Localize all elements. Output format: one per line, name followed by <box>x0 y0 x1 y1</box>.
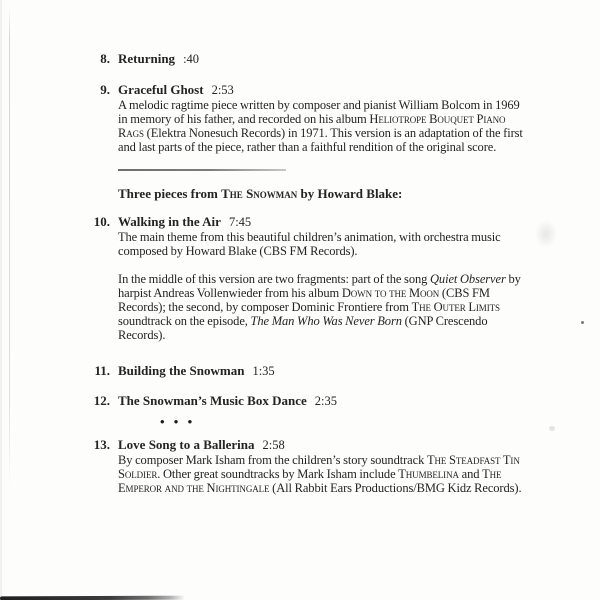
track-title-line <box>118 438 528 452</box>
track-title: The Snowman’s Music Box Dance <box>118 392 307 408</box>
track-title-line <box>118 394 528 408</box>
track-title-line <box>118 52 528 66</box>
track-description: The main theme from this beautiful children’s animation, with orchestra music composed by Howard Blake (CBS FM Records). <box>118 229 501 258</box>
track-title: Walking in the Air <box>118 213 221 229</box>
scan-bottom-artifact <box>0 595 185 599</box>
track-duration: 7:45 <box>228 214 252 229</box>
track-description: A melodic ragtime piece written by composer and pianist William Bolcom in 1969 in memory of his father, and recorded on his album Heliotrope Bouquet Piano Rags (Elektra Nonesuch Records) in 1971. This version is an adaptation of the first and last parts of the piece, rather than a faithful rendition of the original score. <box>118 98 523 154</box>
track-body <box>118 364 528 378</box>
track-title-line <box>118 215 528 229</box>
track-title: Returning <box>118 51 176 66</box>
track-list <box>88 52 528 495</box>
track-body <box>118 215 528 342</box>
track-title-line <box>118 364 528 378</box>
track-duration: :40 <box>183 52 200 66</box>
track-number: 11. <box>94 362 110 378</box>
track-row-12 <box>88 394 528 408</box>
track-description-2: In the middle of this version are two fragments: part of the song Quiet Observer by harpist Andreas Vollenwieder from his album Down to the Moon (CBS FM Records); the second, by composer Dominic Frontiere from The Outer Limits soundtrack on the episode, The Man Who Was Never Born (GNP Crescendo Records). <box>118 271 521 342</box>
track-number: 9. <box>100 82 110 97</box>
track-number: 8. <box>100 51 110 66</box>
scan-smudge <box>535 220 557 248</box>
track-description: By composer Mark Isham from the children’s story soundtrack The Steadfast Tin Soldier. Other great soundtracks by Mark Isham include Thumbelina and The Emperor and the Nightingale (All Rabbit Ears Productions/BMG Kidz Records). <box>118 452 522 495</box>
track-title: Love Song to a Ballerina <box>118 436 255 452</box>
track-row-9 <box>88 83 528 154</box>
track-duration: 1:35 <box>252 363 275 378</box>
section-divider-line <box>118 169 286 171</box>
track-title-line <box>118 83 528 97</box>
track-body <box>118 394 528 408</box>
scan-left-edge-strip <box>0 0 2 600</box>
track-title: Graceful Ghost <box>118 82 204 97</box>
track-duration: 2:35 <box>314 393 337 408</box>
scan-speck-1 <box>581 321 584 324</box>
scan-left-edge-line <box>9 8 10 490</box>
track-body <box>118 438 528 495</box>
track-number: 12. <box>93 392 110 408</box>
track-title: Building the Snowman <box>118 362 245 378</box>
track-row-11 <box>88 364 528 378</box>
track-body <box>118 83 528 154</box>
separator-dots: • • • <box>160 413 193 429</box>
track-number: 13. <box>93 436 110 452</box>
track-row-13 <box>88 438 528 495</box>
track-body <box>118 52 528 66</box>
section-heading: Three pieces from The Snowman by Howard Blake: <box>118 185 403 201</box>
scan-speck-2 <box>549 426 555 431</box>
track-row-8 <box>88 52 528 66</box>
track-row-10 <box>88 215 528 342</box>
track-duration: 2:58 <box>262 437 285 452</box>
track-number: 10. <box>93 213 110 229</box>
track-duration: 2:53 <box>211 83 234 97</box>
